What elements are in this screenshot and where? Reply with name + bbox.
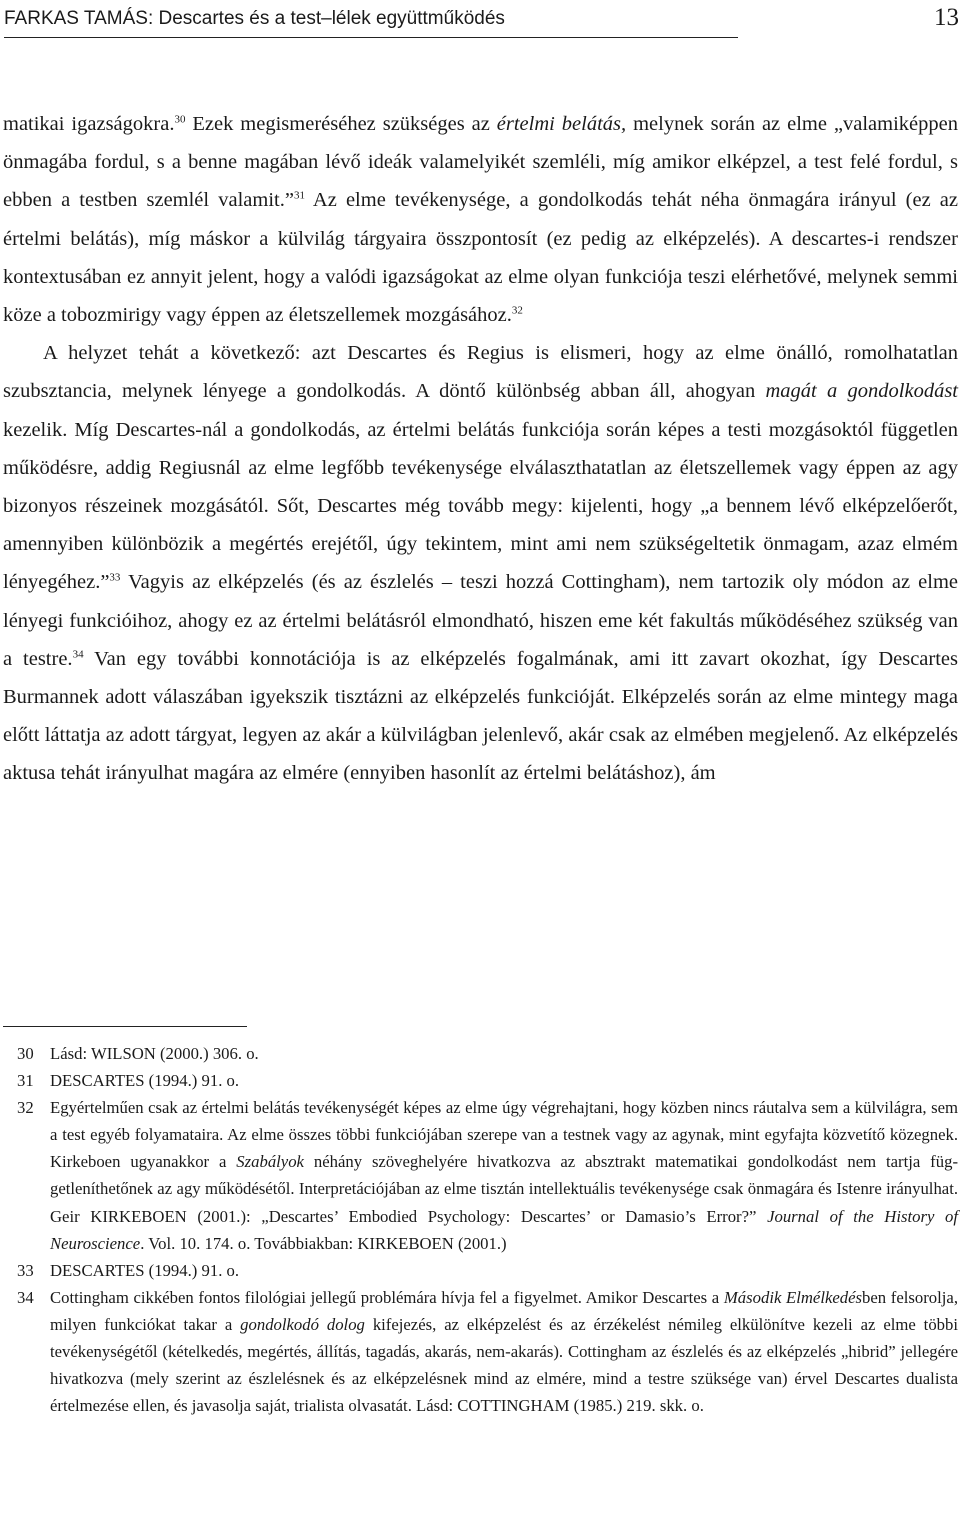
page-number: 13	[934, 4, 959, 31]
footnote-31	[3, 1067, 958, 1094]
footnote-text	[50, 1094, 958, 1257]
text-segment: néhány szöveghelyére hivatkozva az absztrakt matematikai gondolkodást nem tartja függetleníthetőnek az agy működésétől. Interpretációjában az elme tisztán intellektuális tevékenysége csak önmagára és Istenre irányulhat. Geir KIRKEBOEN (2001.): „Descartes’ Embodied Psychology: Descartes’ or Damasio’s Error?”	[50, 1152, 958, 1226]
text-segment: Cottingham cikkében fontos filológiai jellegű problémára hívja fel a figyelmet. Amikor Descartes a	[50, 1287, 724, 1307]
footnote-ref-30[interactable]: 30	[174, 113, 186, 126]
text-segment: Egyértelműen csak az értelmi belátás tevékenységét képes az elme úgy végrehajtani, hogy közben nincs ráutalva sem a külvilágra, sem a test egyéb folyamataira. Az elme összes többi funkciójában szerepe van a testnek vagy az agynak, mint egyfajta közvetítő közegnek. Kirkeboen ugyanakkor a	[50, 1098, 958, 1172]
footnote-ref-31[interactable]: 31	[293, 189, 305, 202]
footnote-number: 34	[17, 1287, 34, 1307]
text-segment: DESCARTES (1994.) 91. o.	[50, 1260, 240, 1280]
page-header	[4, 2, 959, 34]
footnote-30	[3, 1040, 958, 1067]
text-segment: ben felsorolja, milyen funkciókat takar a	[50, 1287, 958, 1334]
footnote-32	[3, 1094, 958, 1257]
text-segment: DESCARTES (1994.) 91. o.	[50, 1071, 240, 1091]
footnote-ref-32[interactable]: 32	[511, 304, 523, 317]
footnote-separator	[3, 1026, 247, 1027]
footnote-text	[50, 1067, 958, 1094]
footnote-34	[3, 1284, 958, 1419]
footnote-ref-34[interactable]: 34	[72, 648, 84, 661]
emphasis: magát a gondolkodást	[765, 380, 958, 403]
text-segment: kifejezés, az elképzelést és az érzékelést némileg elkülönítve kezeli az elme többi tevékenységétől (kételkedés, megértés, állítás, tagadás, akarás, nem-akarás). Cottingham az észlelés és az elképzelés „hibrid” jellegére hivatkozva (mely szerint az észlelésnek és az elképzelésnek mind az elmére, mind a testre szüksége van) érvel Descartes dualista értelmezése ellen, és javasolja saját, trialista olvasatát. Lásd: COTTINGHAM (1985.) 219. skk. o.	[50, 1314, 958, 1416]
footnote-text	[50, 1257, 958, 1284]
footnote-text	[50, 1284, 958, 1419]
text-segment: Az elme tevékenysége, a gondolkodás tehát néha önmagára irányul (ez az értelmi belátás), míg máskor a külvilág tárgyaira összpontosít (ez pedig az elképzelés). A descartes-i rendszer kontextusában ez annyit jelent, hogy a valódi igazságokat az elme olyan funkciója teszi elérhetővé, melynek semmi köze a tobozmirigy vagy éppen az életszellemek mozgásához.	[3, 189, 958, 327]
header-rule	[4, 37, 738, 38]
running-title: FARKAS TAMÁS: Descartes és a test–lélek együttműködés	[4, 8, 505, 29]
body-paragraph-2	[3, 334, 958, 792]
text-segment: . Vol. 10. 174. o. Továbbiakban: KIRKEBOEN (2001.)	[140, 1233, 507, 1253]
text-segment: Lásd: WILSON (2000.) 306. o.	[50, 1044, 259, 1063]
text-segment: A helyzet tehát a következő: azt Descartes és Regius is elismeri, hogy az elme önálló, romolhatatlan szubsztancia, melynek lényege a gondolkodás. A döntő különbség abban áll, ahogyan	[3, 342, 958, 403]
footnote-33	[3, 1257, 958, 1284]
text-segment: matikai igazságokra.	[3, 113, 175, 135]
body-paragraph-1	[3, 105, 958, 334]
footnote-number: 30	[17, 1044, 34, 1063]
journal-title: Journal of the History of Neuroscience	[50, 1206, 958, 1253]
emphasis: gondolkodó dolog	[240, 1314, 365, 1334]
text-segment: melynek során az elme „valamiképpen önmagába fordul, s a benne magában lévő ideák valamelyikét szemléli, míg amikor elképzel, a test felé fordul, s ebben a testben szemlél valamit.”	[3, 113, 958, 212]
work-title: Szabályok	[236, 1152, 304, 1172]
emphasis: értelmi belátás,	[496, 113, 627, 135]
text-segment: Van egy további konnotációja is az elképzelés fogalmának, ami itt zavart okozhat, így Descartes Burmannek adott válaszában igyekszik tisztázni az elképzelés funkcióját. Elképzelés során az elme mintegy maga előtt láttatja az adott tárgyat, legyen az akár a külvilágban jelenlevő, akár csak az elmében megjelenő. Az elképzelés aktusa tehát irányulhat magára az elmére (ennyiben hasonlít az értelmi belátáshoz), ám	[3, 647, 958, 785]
text-segment: Ezek megismeréséhez szükséges az	[185, 113, 497, 135]
text-segment: kezelik. Míg Descartes-nál a gondolkodás, az értelmi belátás funkciója során képes a testi mozgásoktól független működésre, addig Regiusnál az elme legfőbb tevékenysége elválaszthatatlan az életszellemek vagy éppen az agy bizonyos részeinek mozgásától. Sőt, Descartes még tovább megy: kijelenti, hogy „a bennem lévő elképzelőerőt, amennyiben különbözik a megértés erejétől, úgy tekintem, mint ami nem szükségeltetik önmagam, azaz elmém lényegéhez.”	[3, 418, 958, 594]
footnote-number: 33	[17, 1260, 34, 1280]
footnote-text	[50, 1040, 958, 1067]
text-segment: Vagyis az elképzelés (és az észlelés – teszi hozzá Cottingham), nem tartozik oly módon az elme lényegi funkcióihoz, ahogy ez az értelmi belátásról elmondható, hiszen eme két fakultás működéséhez szükség van a testre.	[3, 571, 958, 670]
footnotes	[3, 1040, 958, 1419]
footnote-number: 32	[17, 1098, 34, 1118]
body-text	[3, 105, 958, 793]
work-title: Második Elmélkedés	[723, 1287, 863, 1307]
footnote-number: 31	[17, 1071, 34, 1091]
footnote-ref-33[interactable]: 33	[109, 571, 121, 584]
